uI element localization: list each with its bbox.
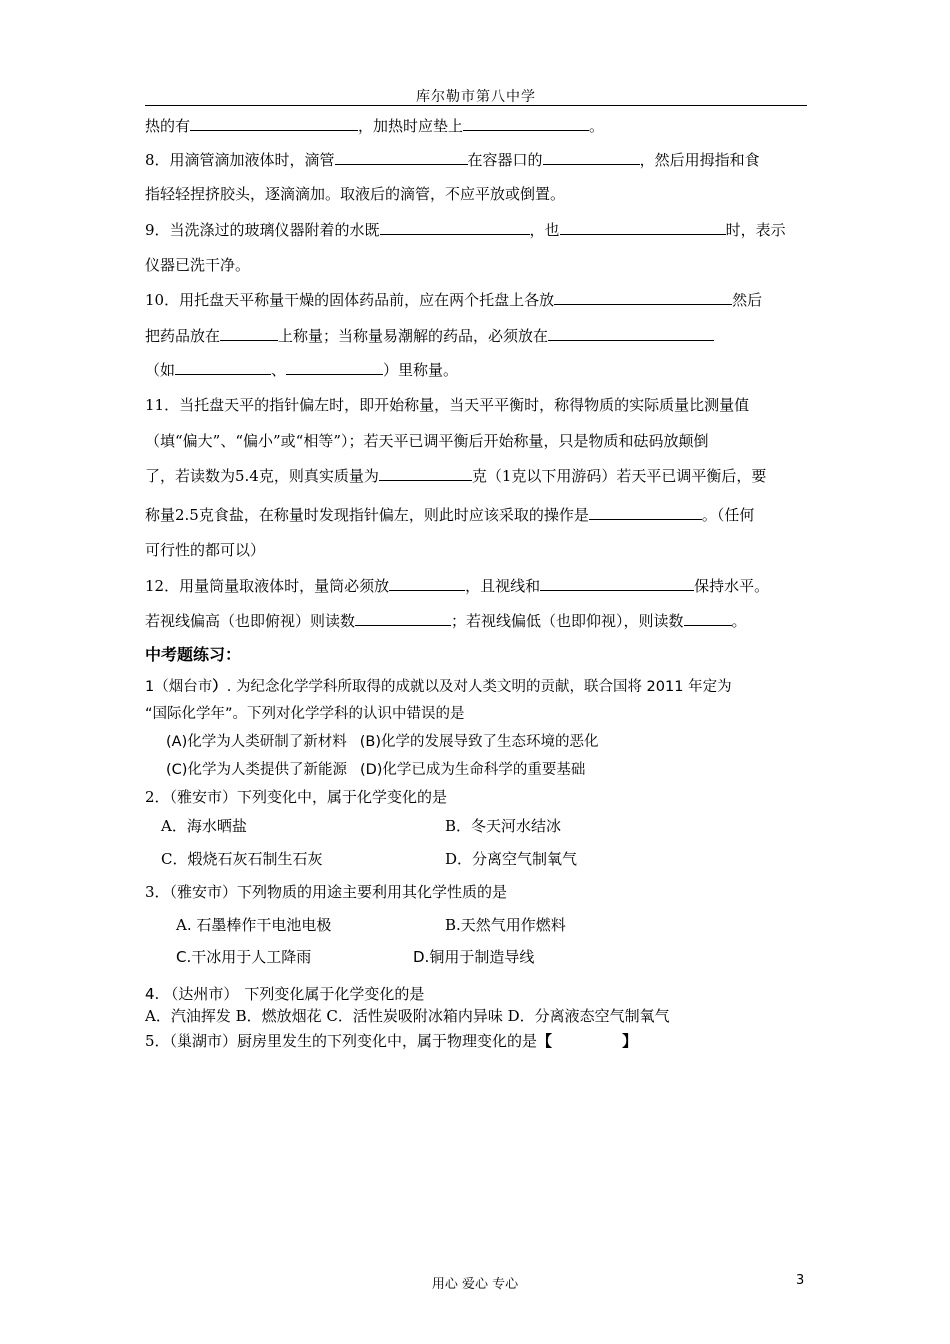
q8-blank-2[interactable] (543, 150, 640, 165)
q11-text-a: 了，若读数为5.4克，则真实质量为 (145, 467, 379, 485)
q7-blank-1[interactable] (190, 116, 358, 131)
mq1-text-a: 1（烟台市 (145, 679, 213, 695)
mq4-source: （达州市） (163, 985, 239, 1003)
mq4-stem (145, 984, 424, 1004)
mq1-options-ab (166, 732, 599, 752)
q8-text-b: 在容器口的 (467, 151, 543, 169)
q10-line-1 (145, 290, 762, 310)
mq3-option-d[interactable]: D.铜用于制造导线 (413, 948, 535, 966)
q12-blank-1[interactable] (389, 576, 465, 591)
q12-blank-3[interactable] (355, 611, 451, 626)
mq5-bracket-left: 【 (537, 1032, 553, 1050)
mq3-option-b[interactable]: B.天然气用作燃料 (445, 916, 566, 934)
mq3-stem: 3．（雅安市）下列物质的用途主要利用其化学性质的是 (145, 883, 508, 901)
q10-line-3 (145, 360, 458, 380)
q9-text-c: 时，表示 (725, 221, 786, 239)
mq5-answer-space[interactable] (552, 1032, 622, 1046)
mq1-option-c[interactable]: (C)化学为人类提供了新能源 (166, 762, 347, 778)
q12-text-a: 12．用量筒量取液体时，量筒必须放 (145, 577, 390, 595)
q7-text-b: ，加热时应垫上 (358, 117, 464, 135)
mq1-option-a[interactable]: (A)化学为人类研制了新材料 (166, 734, 347, 750)
q10-blank-5[interactable] (286, 360, 383, 375)
mq5-bracket-right: 】 (622, 1032, 638, 1050)
q10-text-b: 然后 (732, 291, 763, 309)
mq4-number: 4. (145, 985, 160, 1003)
q12-blank-2[interactable] (540, 576, 694, 591)
q11-blank-2[interactable] (589, 505, 702, 520)
q8-text-c: ，然后用拇指和食 (639, 151, 760, 169)
mq3-option-a[interactable]: A. 石墨棒作干电池电极 (176, 916, 332, 934)
q12-line-1 (145, 576, 769, 596)
mq3-option-c[interactable]: C.干冰用于人工降雨 (176, 948, 312, 966)
q12-line-2 (145, 611, 747, 631)
q12-blank-4[interactable] (684, 611, 732, 626)
header-rule (145, 105, 807, 106)
mq4-options[interactable]: A．汽油挥发 B．燃放烟花 C．活性炭吸附冰箱内异味 D．分离液态空气制氧气 (145, 1007, 670, 1025)
q11-text-d: 。（任何 (701, 506, 755, 524)
q10-blank-1[interactable] (554, 290, 732, 305)
mq1-option-d[interactable]: (D)化学已成为生命科学的重要基础 (359, 762, 586, 778)
page-header: 库尔勒市第八中学 (416, 89, 536, 105)
mq1-line-1 (145, 677, 732, 697)
q10-text-e: （如 (145, 361, 176, 379)
mq2-option-d[interactable]: D．分离空气制氧气 (445, 850, 578, 868)
q9-text-a: 9．当洗涤过的玻璃仪器附着的水既 (145, 221, 380, 239)
mq2-option-c[interactable]: C．煅烧石灰石制生石灰 (161, 850, 323, 868)
mq5-question: 5．（巢湖市）厨房里发生的下列变化中，属于物理变化的是 (145, 1032, 538, 1050)
q11-line-5: 可行性的都可以） (145, 541, 266, 559)
q10-text-d: 上称量；当称量易潮解的药品，必须放在 (278, 327, 549, 345)
mq1-text-b: ） (212, 679, 227, 695)
q8-line-1 (145, 150, 760, 170)
q9-line-1 (145, 220, 786, 240)
mq2-stem: 2．（雅安市）下列变化中，属于化学变化的是 (145, 788, 448, 806)
mq1-option-b[interactable]: (B)化学的发展导致了生态环境的恶化 (359, 734, 599, 750)
q11-line-4 (145, 505, 754, 525)
q11-text-c: 称量2.5克食盐，在称量时发现指针偏左，则此时应该采取的操作是 (145, 506, 589, 524)
q11-text-b: 克（1克以下用游码）若天平已调平衡后，要 (471, 467, 767, 485)
q12-text-f: 。 (731, 612, 747, 630)
q8-line-2: 指轻轻捏挤胶头，逐滴滴加。取液后的滴管，不应平放或倒置。 (145, 185, 566, 203)
q7-blank-2[interactable] (463, 116, 589, 131)
q11-line-1: 11．当托盘天平的指针偏左时，即开始称量，当天平平衡时，称得物质的实际质量比测量值 (145, 396, 750, 414)
q9-blank-1[interactable] (380, 220, 530, 235)
q10-text-g: ）里称量。 (383, 361, 459, 379)
mq2-option-a[interactable]: A．海水晒盐 (161, 817, 247, 835)
q12-text-e: ；若视线偏低（也即仰视），则读数 (451, 612, 684, 630)
q8-blank-1[interactable] (335, 150, 468, 165)
q10-text-f: 、 (271, 361, 287, 379)
q11-line-3 (145, 466, 766, 486)
q11-blank-1[interactable] (379, 466, 472, 481)
q10-blank-4[interactable] (175, 360, 271, 375)
q7-text-a: 热的有 (145, 117, 191, 135)
q9-text-b: ，也 (529, 221, 560, 239)
q10-text-a: 10．用托盘天平称量干燥的固体药品前，应在两个托盘上各放 (145, 291, 555, 309)
q10-text-c: 把药品放在 (145, 327, 221, 345)
q7-tail-line (145, 116, 604, 136)
q10-blank-3[interactable] (548, 326, 714, 341)
mq2-option-b[interactable]: B．冬天河水结冰 (445, 817, 562, 835)
q9-blank-2[interactable] (560, 220, 726, 235)
page-number: 3 (796, 1273, 805, 1288)
page-footer: 用心 爱心 专心 (431, 1277, 519, 1292)
q11-line-2: （填“偏大”、“偏小”或“相等”）；若天平已调平衡后开始称量，只是物质和砝码放颠倒 (145, 432, 709, 450)
q9-line-2: 仪器已洗干净。 (145, 256, 251, 274)
q12-text-c: 保持水平。 (694, 577, 770, 595)
mq5-stem (145, 1031, 637, 1051)
q7-text-c: 。 (589, 117, 605, 135)
q10-blank-2[interactable] (220, 326, 278, 341)
mq1-text-c: . 为纪念化学学科所取得的成就以及对人类文明的贡献，联合国将 2011 年定为 (226, 679, 732, 695)
q8-text-a: 8．用滴管滴加液体时，滴管 (145, 151, 335, 169)
q12-text-d: 若视线偏高（也即俯视）则读数 (145, 612, 356, 630)
mq1-options-cd (166, 760, 585, 780)
q10-line-2 (145, 326, 714, 346)
section-title: 中考题练习： (145, 645, 242, 664)
q12-text-b: ，且视线和 (465, 577, 541, 595)
mq4-question: 下列变化属于化学变化的是 (244, 985, 425, 1003)
mq1-line-2: “国际化学年”。下列对化学学科的认识中错误的是 (145, 706, 465, 722)
